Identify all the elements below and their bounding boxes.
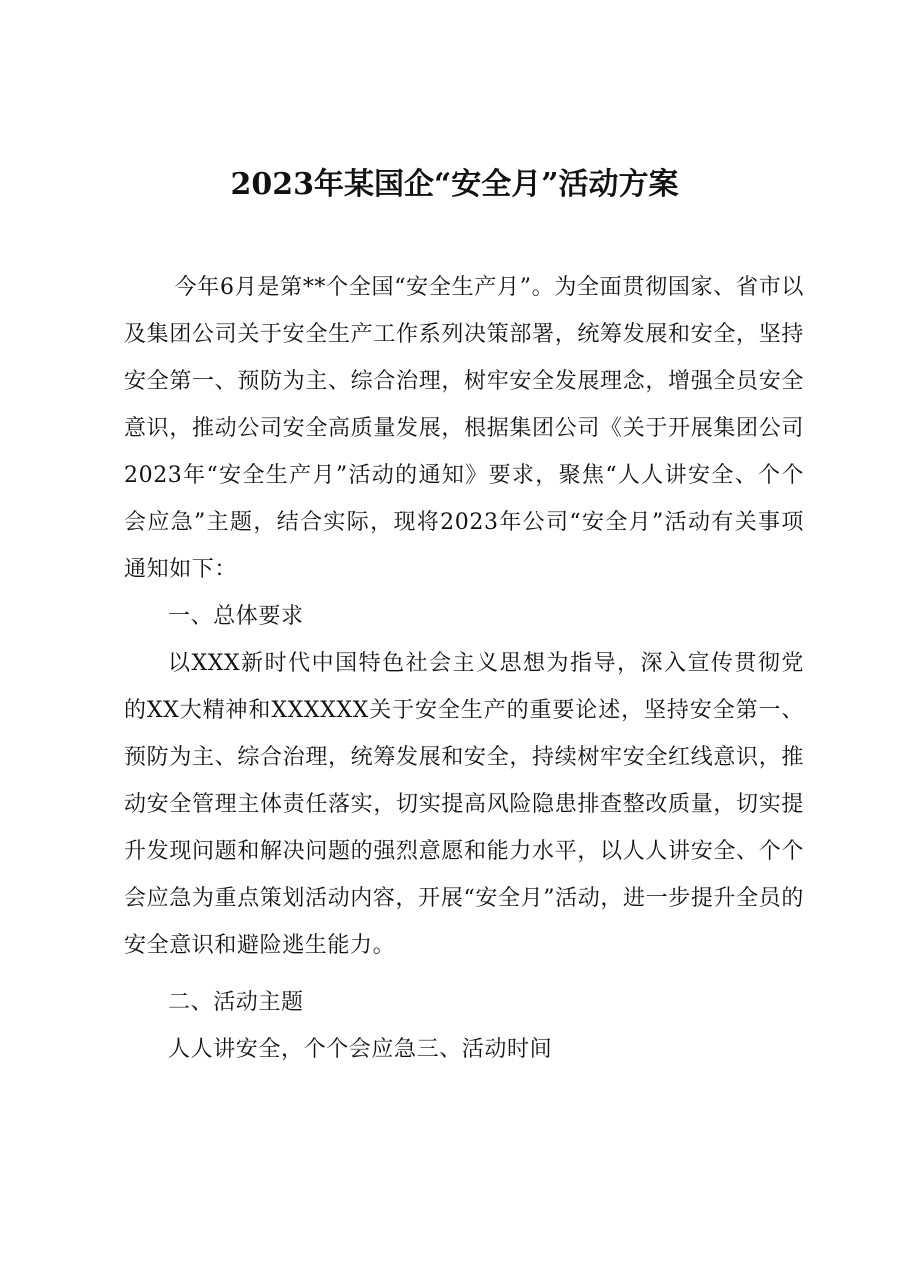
section-body-activity-theme: 人人讲安全，个个会应急三、活动时间 (168, 1037, 553, 1062)
document-body (124, 264, 804, 1073)
intro-paragraph: 今年6月是第**个全国“安全生产月”。为全面贯彻国家、省市以及集团公司关于安全生产工作系列决策部署，统筹发展和安全，坚持安全第一、预防为主、综合治理，树牢安全发展理念，增强全员安全意识，推动公司安全高质量发展，根据集团公司《关于开展集团公司2023年“安全生产月”活动的通知》要求，聚焦“人人讲安全、个个会应急”主题，结合实际，现将2023年公司“安全月”活动有关事项通知如下： (124, 275, 804, 582)
page-title: 2023年某国企“安全月”活动方案 (230, 167, 679, 202)
section-body-general-requirements: 以XXX新时代中国特色社会主义思想为指导，深入宣传贯彻党的XX大精神和XXXXXX关于安全生产的重要论述，坚持安全第一、预防为主、综合治理，统筹发展和安全，持续树牢安全红线意识，推动安全管理主体责任落实，切实提高风险隐患排查整改质量，切实提升发现问题和解决问题的强烈意愿和能力水平，以人人讲安全、个个会应急为重点策划活动内容，开展“安全月”活动，进一步提升全员的安全意识和避险逃生能力。 (124, 651, 804, 958)
section-heading-general-requirements: 一、总体要求 (168, 604, 304, 629)
section-heading-activity-theme: 二、活动主题 (168, 990, 304, 1015)
